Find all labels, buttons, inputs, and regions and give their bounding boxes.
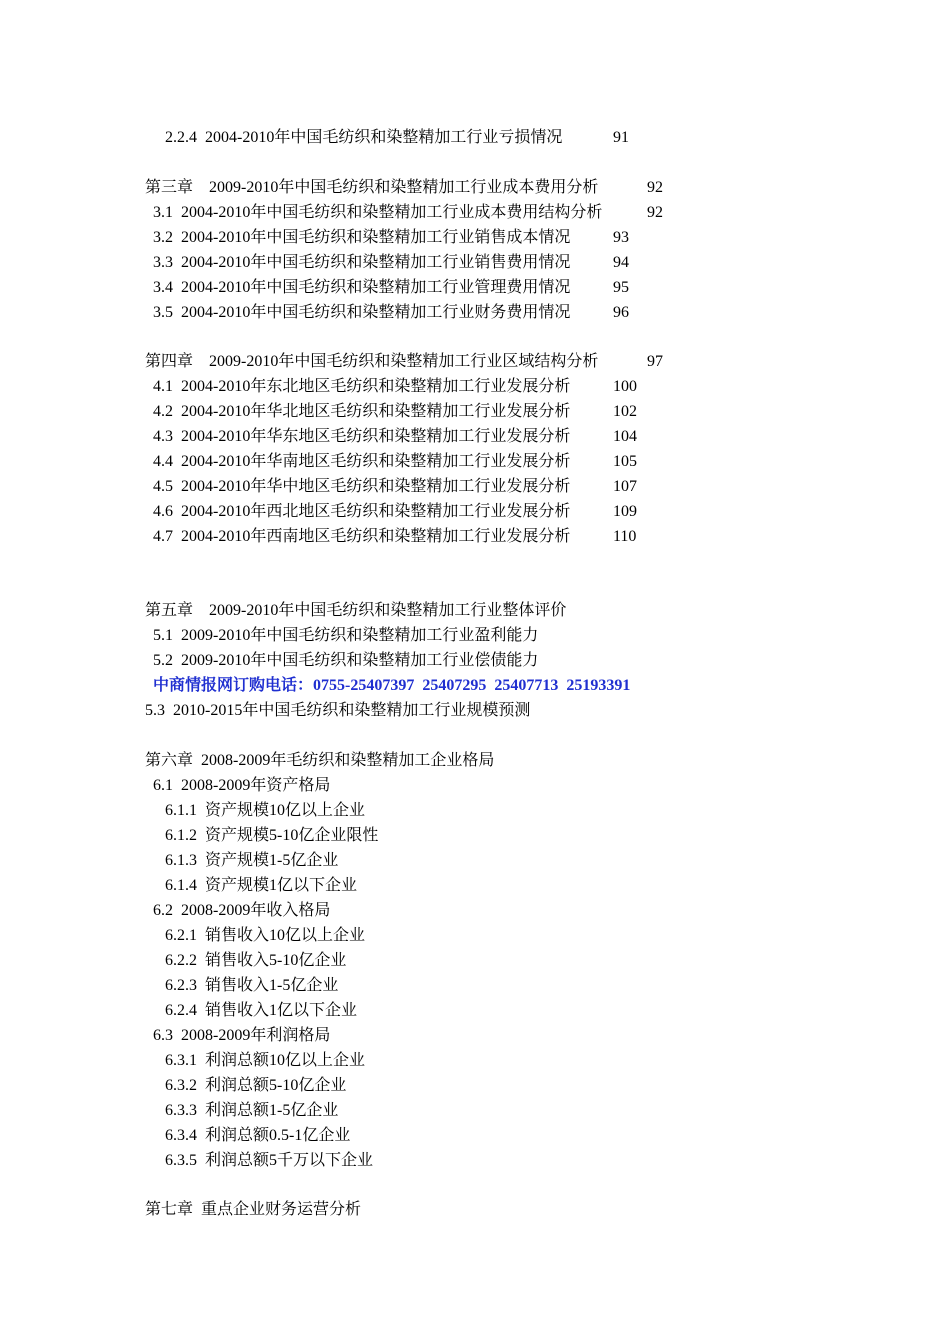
toc-chapter-6: 第六章 2008-2009年毛纺织和染整精加工企业格局	[145, 752, 495, 769]
toc-entry-5-2: 5.2 2009-2010年中国毛纺织和染整精加工行业偿债能力	[153, 652, 539, 669]
toc-entry-4-3: 4.3 2004-2010年华东地区毛纺织和染整精加工行业发展分析	[153, 428, 571, 445]
toc-chapter-5: 第五章 2009-2010年中国毛纺织和染整精加工行业整体评价	[145, 602, 567, 619]
toc-entry-6-3-2: 6.3.2 利润总额5-10亿企业	[165, 1077, 347, 1094]
toc-page-number: 93	[613, 229, 629, 246]
toc-entry-2-2-4: 2.2.4 2004-2010年中国毛纺织和染整精加工行业亏损情况	[165, 129, 563, 146]
toc-entry-4-7: 4.7 2004-2010年西南地区毛纺织和染整精加工行业发展分析	[153, 528, 571, 545]
toc-entry-5-3: 5.3 2010-2015年中国毛纺织和染整精加工行业规模预测	[145, 702, 531, 719]
toc-page-number: 100	[613, 378, 637, 395]
toc-entry-6-1-4: 6.1.4 资产规模1亿以下企业	[165, 877, 358, 894]
toc-page-number: 92	[647, 204, 663, 221]
toc-entry-4-6: 4.6 2004-2010年西北地区毛纺织和染整精加工行业发展分析	[153, 503, 571, 520]
toc-page-number: 105	[613, 453, 637, 470]
toc-entry-6-1: 6.1 2008-2009年资产格局	[153, 777, 331, 794]
toc-entry-6-3-5: 6.3.5 利润总额5千万以下企业	[165, 1152, 374, 1169]
toc-chapter-4: 第四章 2009-2010年中国毛纺织和染整精加工行业区域结构分析	[145, 353, 599, 370]
toc-entry-6-2: 6.2 2008-2009年收入格局	[153, 902, 331, 919]
toc-page-number: 110	[613, 528, 637, 545]
toc-entry-6-1-1: 6.1.1 资产规模10亿以上企业	[165, 802, 366, 819]
toc-entry-3-4: 3.4 2004-2010年中国毛纺织和染整精加工行业管理费用情况	[153, 279, 571, 296]
toc-entry-6-2-1: 6.2.1 销售收入10亿以上企业	[165, 927, 366, 944]
toc-page-number: 95	[613, 279, 629, 296]
toc-page-number: 102	[613, 403, 637, 420]
toc-entry-6-3-4: 6.3.4 利润总额0.5-1亿企业	[165, 1127, 351, 1144]
toc-entry-5-1: 5.1 2009-2010年中国毛纺织和染整精加工行业盈利能力	[153, 627, 539, 644]
toc-page-number: 97	[647, 353, 663, 370]
toc-entry-4-1: 4.1 2004-2010年东北地区毛纺织和染整精加工行业发展分析	[153, 378, 571, 395]
toc-entry-3-1: 3.1 2004-2010年中国毛纺织和染整精加工行业成本费用结构分析	[153, 204, 603, 221]
toc-page-number: 91	[613, 129, 629, 146]
toc-entry-4-2: 4.2 2004-2010年华北地区毛纺织和染整精加工行业发展分析	[153, 403, 571, 420]
toc-chapter-3: 第三章 2009-2010年中国毛纺织和染整精加工行业成本费用分析	[145, 179, 599, 196]
toc-page-number: 92	[647, 179, 663, 196]
toc-entry-6-1-3: 6.1.3 资产规模1-5亿企业	[165, 852, 339, 869]
toc-entry-6-3-1: 6.3.1 利润总额10亿以上企业	[165, 1052, 366, 1069]
toc-chapter-7: 第七章 重点企业财务运营分析	[145, 1201, 362, 1218]
toc-entry-4-4: 4.4 2004-2010年华南地区毛纺织和染整精加工行业发展分析	[153, 453, 571, 470]
toc-entry-6-2-4: 6.2.4 销售收入1亿以下企业	[165, 1002, 358, 1019]
toc-entry-6-2-2: 6.2.2 销售收入5-10亿企业	[165, 952, 347, 969]
toc-entry-6-3-3: 6.3.3 利润总额1-5亿企业	[165, 1102, 339, 1119]
toc-entry-6-1-2: 6.1.2 资产规模5-10亿企业限性	[165, 827, 379, 844]
toc-page-number: 109	[613, 503, 637, 520]
toc-entry-6-2-3: 6.2.3 销售收入1-5亿企业	[165, 977, 339, 994]
toc-page-number: 94	[613, 254, 629, 271]
toc-entry-3-2: 3.2 2004-2010年中国毛纺织和染整精加工行业销售成本情况	[153, 229, 571, 246]
toc-page-number: 104	[613, 428, 637, 445]
toc-page-number: 107	[613, 478, 637, 495]
toc-entry-4-5: 4.5 2004-2010年华中地区毛纺织和染整精加工行业发展分析	[153, 478, 571, 495]
order-phone-notice: 中商情报网订购电话：0755-25407397 25407295 25407713 25193391	[153, 677, 631, 694]
toc-entry-3-3: 3.3 2004-2010年中国毛纺织和染整精加工行业销售费用情况	[153, 254, 571, 271]
toc-entry-3-5: 3.5 2004-2010年中国毛纺织和染整精加工行业财务费用情况	[153, 304, 571, 321]
toc-page-number: 96	[613, 304, 629, 321]
toc-entry-6-3: 6.3 2008-2009年利润格局	[153, 1027, 331, 1044]
